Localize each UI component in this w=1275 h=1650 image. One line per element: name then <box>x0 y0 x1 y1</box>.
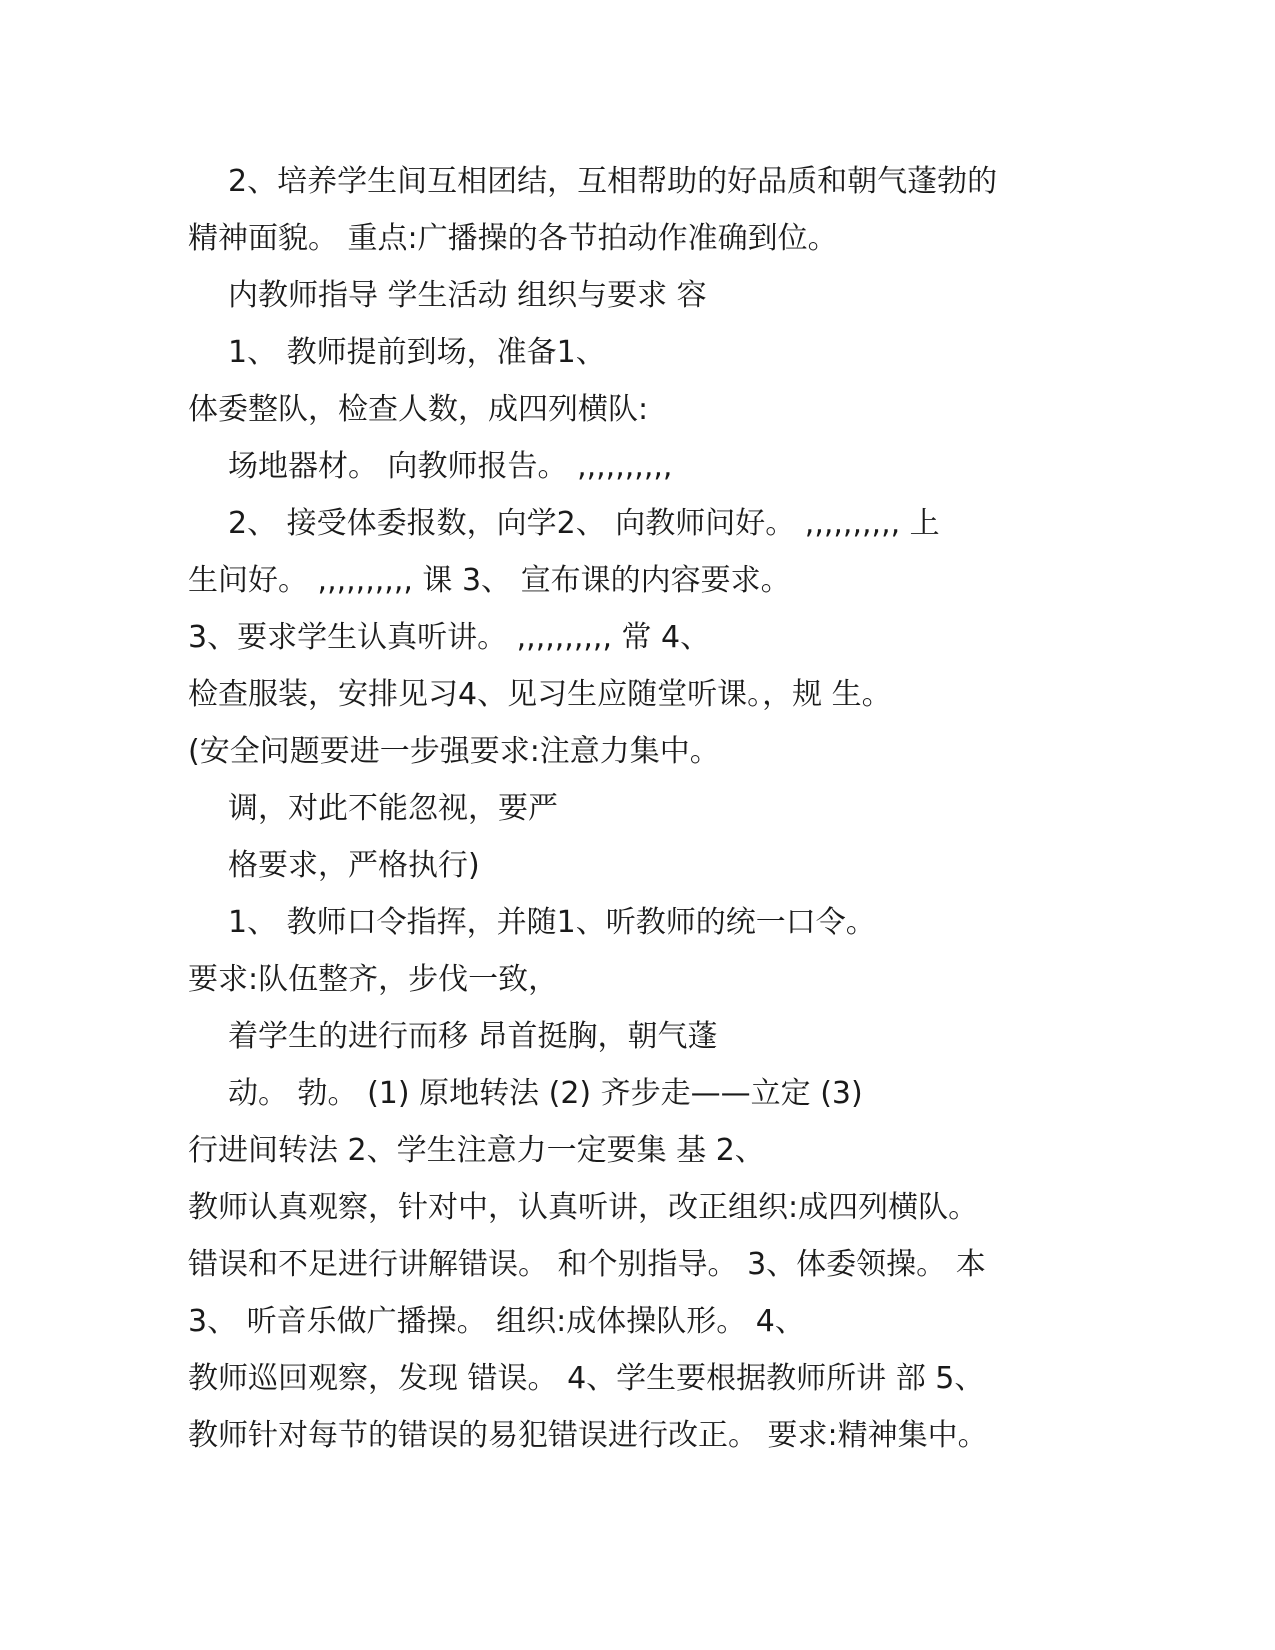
document-body <box>188 153 1108 1464</box>
text-line: 错误和不足进行讲解错误。 和个别指导。 3、体委领操。 本 <box>188 1247 986 1282</box>
text-line: (安全问题要进一步强要求:注意力集中。 <box>188 734 720 769</box>
text-line: 检查服装，安排见习4、见习生应随堂听课。，规 生。 <box>188 677 892 712</box>
text-line: 动。 勃。 (1) 原地转法 (2) 齐步走——立定 (3) <box>228 1076 863 1111</box>
text-line: 场地器材。 向教师报告。 ,,,,,,,,,, <box>228 449 673 484</box>
text-line: 内教师指导 学生活动 组织与要求 容 <box>228 278 707 313</box>
text-line: 教师针对每节的错误的易犯错误进行改正。 要求:精神集中。 <box>188 1418 988 1453</box>
text-line: 2、 接受体委报数，向学2、 向教师问好。 ,,,,,,,,,, 上 <box>228 506 940 541</box>
text-line: 着学生的进行而移 昂首挺胸，朝气蓬 <box>228 1019 718 1054</box>
text-line: 1、 教师口令指挥，并随1、听教师的统一口令。 <box>228 905 876 940</box>
text-line: 教师巡回观察，发现 错误。 4、学生要根据教师所讲 部 5、 <box>188 1361 985 1396</box>
text-line: 格要求，严格执行) <box>228 848 480 883</box>
text-line: 调，对此不能忽视，要严 <box>228 791 558 826</box>
text-line: 体委整队，检查人数，成四列横队: <box>188 392 649 427</box>
text-line: 3、要求学生认真听讲。 ,,,,,,,,,, 常 4、 <box>188 620 711 655</box>
text-line: 生问好。 ,,,,,,,,,, 课 3、 宣布课的内容要求。 <box>188 563 791 598</box>
text-line: 3、 听音乐做广播操。 组织:成体操队形。 4、 <box>188 1304 805 1339</box>
text-line: 要求:队伍整齐，步伐一致， <box>188 962 559 997</box>
text-line: 精神面貌。 重点:广播操的各节拍动作准确到位。 <box>188 221 838 256</box>
text-line: 教师认真观察，针对中，认真听讲，改正组织:成四列横队。 <box>188 1190 979 1225</box>
text-line: 1、 教师提前到场，准备1、 <box>228 335 606 370</box>
text-line: 2、培养学生间互相团结，互相帮助的好品质和朝气蓬勃的 <box>228 164 998 199</box>
text-line: 行进间转法 2、学生注意力一定要集 基 2、 <box>188 1133 765 1168</box>
